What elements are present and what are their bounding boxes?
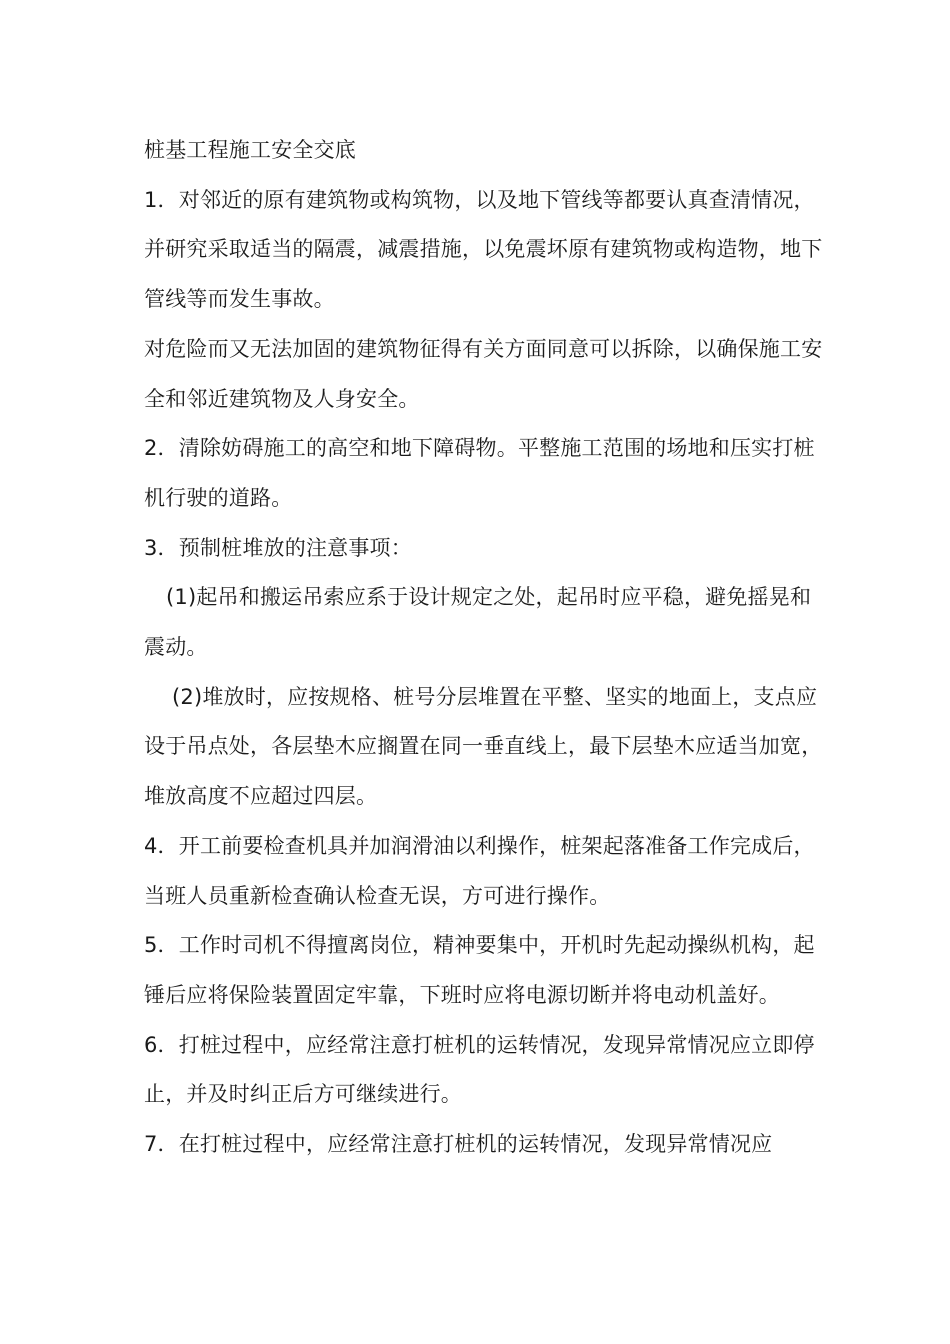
paragraph-item-3-sub-2: (2)堆放时，应按规格、桩号分层堆置在平整、坚实的地面上，支点应设于吊点处，各层垫木应搁置在同一垂直线上，最下层垫木应适当加宽，堆放高度不应超过四层。	[144, 684, 823, 809]
paragraph-item-7: 7．在打桩过程中，应经常注意打桩机的运转情况，发现异常情况应	[144, 1132, 773, 1157]
paragraph-item-3: 3．预制桩堆放的注意事项：	[144, 535, 412, 560]
paragraph-demolition-note: 对危险而又无法加固的建筑物征得有关方面同意可以拆除，以确保施工安全和邻近建筑物及人身安全。	[144, 336, 823, 411]
document-body	[144, 126, 824, 1170]
paragraph-item-4: 4．开工前要检查机具并加润滑油以利操作，桩架起落准备工作完成后，当班人员重新检查确认检查无误，方可进行操作。	[144, 833, 815, 908]
paragraph-item-1: 1．对邻近的原有建筑物或构筑物，以及地下管线等都要认真查清情况，并研究采取适当的隔震，减震措施，以免震坏原有建筑物或构造物，地下管线等而发生事故。	[144, 187, 823, 312]
paragraph-item-6: 6．打桩过程中，应经常注意打桩机的运转情况，发现异常情况应立即停止，并及时纠正后方可继续进行。	[144, 1032, 815, 1107]
paragraph-item-5: 5．工作时司机不得擅离岗位，精神要集中，开机时先起动操纵机构，起锤后应将保险装置固定牢靠，下班时应将电源切断并将电动机盖好。	[144, 933, 815, 1007]
document-title: 桩基工程施工安全交底	[144, 138, 356, 162]
paragraph-item-2: 2．清除妨碍施工的高空和地下障碍物。平整施工范围的场地和压实打桩机行驶的道路。	[144, 436, 815, 510]
paragraph-item-3-sub-1: (1)起吊和搬运吊索应系于设计规定之处，起吊时应平稳，避免摇晃和震动。	[144, 585, 812, 660]
